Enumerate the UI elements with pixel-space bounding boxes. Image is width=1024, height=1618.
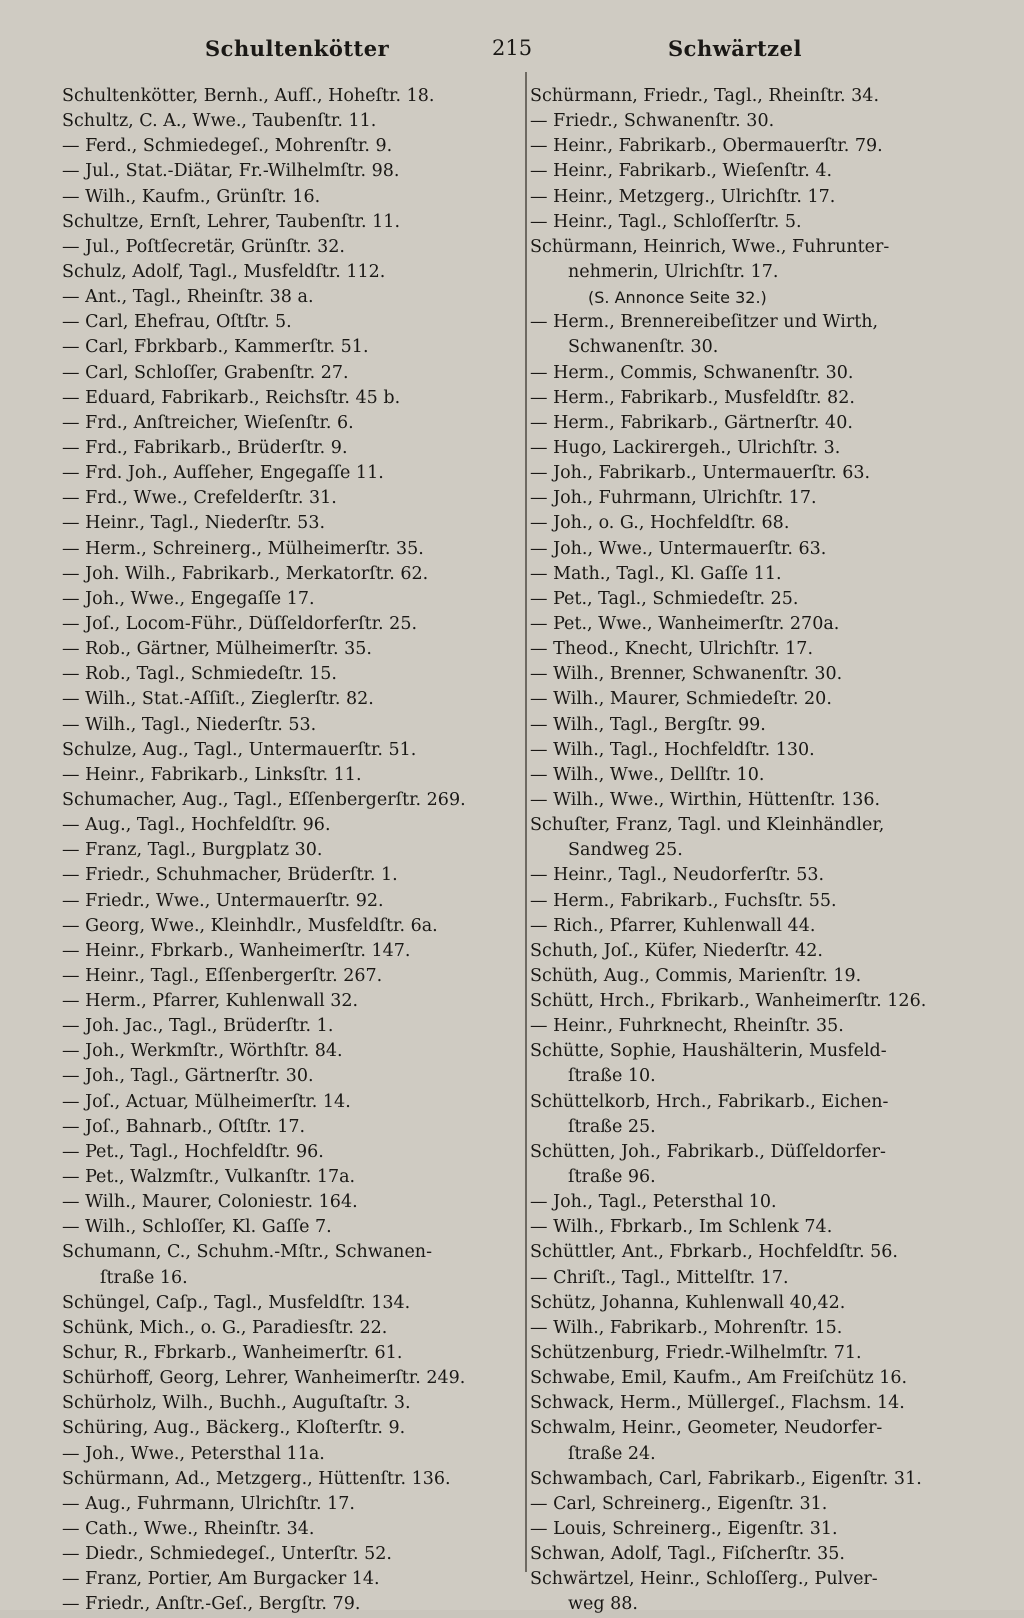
directory-entry: — Franz, Portier, Am Burgacker 14. <box>62 1569 380 1590</box>
directory-entry: — Heinr., Fabrikarb., Linksſtr. 11. <box>62 764 362 785</box>
directory-entry: — Herm., Schreinerg., Mülheimerſtr. 35. <box>62 538 424 559</box>
directory-entry: — Wilh., Stat.-Aſſiſt., Zieglerſtr. 82. <box>62 689 374 710</box>
entry-continuation: weg 88. <box>568 1594 638 1615</box>
directory-entry: — Jul., Stat.-Diätar, Fr.-Wilhelmſtr. 98. <box>62 161 400 182</box>
directory-entry: — Aug., Tagl., Hochfeldſtr. 96. <box>62 815 331 836</box>
directory-entry: Schütten, Joh., Fabrikarb., Düſſeldorfer- <box>530 1141 886 1162</box>
directory-entry: — Math., Tagl., Kl. Gaſſe 11. <box>530 563 782 584</box>
directory-entry: — Jul., Poſtſecretär, Grünſtr. 32. <box>62 236 345 257</box>
directory-entry: — Franz, Tagl., Burgplatz 30. <box>62 840 323 861</box>
directory-entry: Schütz, Johanna, Kuhlenwall 40,42. <box>530 1292 846 1313</box>
directory-entry: — Wilh., Maurer, Schmiedeſtr. 20. <box>530 689 832 710</box>
entry-continuation: ſtraße 24. <box>568 1443 656 1464</box>
directory-entry: — Joh., Wwe., Engegaſſe 17. <box>62 588 315 609</box>
directory-entry: — Wilh., Schloſſer, Kl. Gaſſe 7. <box>62 1217 332 1238</box>
directory-entry: Schwan, Adolf, Tagl., Fiſcherſtr. 35. <box>530 1544 845 1565</box>
directory-entry: Schuſter, Franz, Tagl. und Kleinhändler, <box>530 815 885 836</box>
directory-entry: — Heinr., Tagl., Neudorferſtr. 53. <box>530 865 825 886</box>
directory-entry: — Friedr., Schuhmacher, Brüderſtr. 1. <box>62 865 398 886</box>
entry-continuation: ſtraße 96. <box>568 1167 656 1188</box>
directory-entry: — Ant., Tagl., Rheinſtr. 38 a. <box>62 287 314 308</box>
directory-entry: Schürmann, Heinrich, Wwe., Fuhrunter- <box>530 236 890 257</box>
directory-entry: Schultz, C. A., Wwe., Taubenſtr. 11. <box>62 111 377 132</box>
directory-entry: Schulz, Adolf, Tagl., Musfeldſtr. 112. <box>62 261 386 282</box>
directory-entry: Schultenkötter, Bernh., Aufſ., Hoheſtr. 18. <box>62 86 435 106</box>
directory-entry: — Rob., Tagl., Schmiedeſtr. 15. <box>62 664 337 685</box>
directory-entry: — Georg, Wwe., Kleinhdlr., Musfeldſtr. 6a. <box>62 915 438 936</box>
directory-entry: — Joh., o. G., Hochfeldſtr. 68. <box>530 513 790 534</box>
directory-entry: Schüring, Aug., Bäckerg., Kloſterſtr. 9. <box>62 1418 406 1439</box>
entry-continuation: Sandweg 25. <box>568 840 683 861</box>
directory-entry: — Louis, Schreinerg., Eigenſtr. 31. <box>530 1519 838 1540</box>
directory-entry: — Joſ., Actuar, Mülheimerſtr. 14. <box>62 1091 351 1112</box>
directory-entry: — Chriſt., Tagl., Mittelſtr. 17. <box>530 1267 789 1288</box>
directory-entry: — Wilh., Tagl., Bergſtr. 99. <box>530 714 766 735</box>
directory-entry: — Herm., Pfarrer, Kuhlenwall 32. <box>62 991 359 1012</box>
directory-entry: Schwack, Herm., Müllergeſ., Flachsm. 14. <box>530 1393 905 1414</box>
directory-entry: — Heinr., Tagl., Schloſſerſtr. 5. <box>530 211 802 232</box>
directory-entry: — Frd., Wwe., Crefelderſtr. 31. <box>62 488 337 509</box>
directory-entry: — Pet., Walzmſtr., Vulkanſtr. 17a. <box>62 1167 356 1188</box>
directory-entry: Schütt, Hrch., Fbrikarb., Wanheimerſtr. 126. <box>530 991 927 1012</box>
directory-entry: Schüth, Aug., Commis, Marienſtr. 19. <box>530 965 862 986</box>
entry-continuation: ſtraße 10. <box>568 1066 656 1087</box>
directory-entry: — Wilh., Brenner, Schwanenſtr. 30. <box>530 664 843 685</box>
directory-entry: — Heinr., Tagl., Niederſtr. 53. <box>62 513 326 534</box>
directory-entry: — Joh., Wwe., Petersthal 11a. <box>62 1443 325 1464</box>
directory-entry: — Joh., Werkmſtr., Wörthſtr. 84. <box>62 1041 343 1062</box>
directory-entry: Schüttler, Ant., Fbrkarb., Hochfeldſtr. 56. <box>530 1242 898 1263</box>
directory-entry: — Carl, Ehefrau, Oſtſtr. 5. <box>62 312 292 333</box>
directory-entry: Schultze, Ernſt, Lehrer, Taubenſtr. 11. <box>62 211 401 232</box>
directory-entry: — Pet., Tagl., Hochfeldſtr. 96. <box>62 1141 324 1162</box>
directory-entry: — Wilh., Wwe., Wirthin, Hüttenſtr. 136. <box>530 789 881 810</box>
directory-entry: Schwalm, Heinr., Geometer, Neudorfer- <box>530 1418 883 1439</box>
directory-entry: Schumacher, Aug., Tagl., Eſſenbergerſtr. 269. <box>62 789 466 810</box>
directory-entry: — Joh. Wilh., Fabrikarb., Merkatorſtr. 62. <box>62 563 429 584</box>
entry-note: (S. Annonce Seite 32.) <box>588 288 767 308</box>
directory-entry: — Eduard, Fabrikarb., Reichsſtr. 45 b. <box>62 387 401 408</box>
directory-entry: — Joh. Jac., Tagl., Brüderſtr. 1. <box>62 1016 334 1037</box>
directory-entry: — Carl, Schloſſer, Grabenſtr. 27. <box>62 362 349 383</box>
directory-entry: Schütte, Sophie, Haushälterin, Musfeld- <box>530 1041 887 1062</box>
directory-entry: — Pet., Wwe., Wanheimerſtr. 270a. <box>530 613 840 634</box>
directory-entry: Schürmann, Ad., Metzgerg., Hüttenſtr. 136. <box>62 1468 451 1489</box>
directory-entry: — Theod., Knecht, Ulrichſtr. 17. <box>530 639 814 660</box>
directory-entry: — Pet., Tagl., Schmiedeſtr. 25. <box>530 588 799 609</box>
directory-entry: — Carl, Schreinerg., Eigenſtr. 31. <box>530 1493 828 1514</box>
directory-entry: — Joh., Wwe., Untermauerſtr. 63. <box>530 538 827 559</box>
directory-entry: Schwambach, Carl, Fabrikarb., Eigenſtr. 31. <box>530 1468 922 1489</box>
directory-entry: — Diedr., Schmiedegeſ., Unterſtr. 52. <box>62 1544 392 1565</box>
column-divider <box>525 72 527 1572</box>
directory-entry: — Hugo, Lackirergeh., Ulrichſtr. 3. <box>530 437 841 458</box>
directory-entry: Schumann, C., Schuhm.-Mſtr., Schwanen- <box>62 1242 432 1263</box>
directory-entry: — Rich., Pfarrer, Kuhlenwall 44. <box>530 915 816 936</box>
directory-entry: — Cath., Wwe., Rheinſtr. 34. <box>62 1519 315 1540</box>
directory-entry: Schüttelkorb, Hrch., Fabrikarb., Eichen- <box>530 1091 889 1112</box>
right-column <box>530 84 986 1618</box>
directory-entry: — Herm., Commis, Schwanenſtr. 30. <box>530 362 854 383</box>
directory-entry: — Joh., Fabrikarb., Untermauerſtr. 63. <box>530 463 871 484</box>
directory-entry: — Heinr., Metzgerg., Ulrichſtr. 17. <box>530 186 836 207</box>
directory-entry: — Carl, Fbrkbarb., Kammerſtr. 51. <box>62 337 369 358</box>
running-head-left: Schultenkötter <box>205 36 390 61</box>
directory-entry: — Joſ., Bahnarb., Oſtſtr. 17. <box>62 1116 306 1137</box>
directory-entry: Schüngel, Caſp., Tagl., Musfeldſtr. 134. <box>62 1292 411 1313</box>
directory-entry: — Wilh., Wwe., Dellſtr. 10. <box>530 764 765 785</box>
directory-entry: — Heinr., Fabrikarb., Wieſenſtr. 4. <box>530 161 833 182</box>
entry-continuation: nehmerin, Ulrichſtr. 17. <box>568 261 779 282</box>
directory-entry: — Wilh., Fbrkarb., Im Schlenk 74. <box>530 1217 833 1238</box>
directory-entry: — Joh., Tagl., Gärtnerſtr. 30. <box>62 1066 314 1087</box>
directory-entry: — Herm., Brennereibeſitzer und Wirth, <box>530 312 879 333</box>
directory-entry: — Friedr., Anſtr.-Geſ., Bergſtr. 79. <box>62 1594 361 1615</box>
page-header <box>0 30 1024 66</box>
directory-entry: — Frd., Fabrikarb., Brüderſtr. 9. <box>62 437 348 458</box>
directory-entry: — Herm., Fabrikarb., Musfeldſtr. 82. <box>530 387 855 408</box>
directory-entry: Schuth, Joſ., Küfer, Niederſtr. 42. <box>530 940 823 961</box>
directory-entry: — Rob., Gärtner, Mülheimerſtr. 35. <box>62 639 372 660</box>
directory-entry: — Heinr., Fabrikarb., Obermauerſtr. 79. <box>530 136 883 157</box>
directory-entry: Schürmann, Friedr., Tagl., Rheinſtr. 34. <box>530 86 880 106</box>
directory-entry: — Herm., Fabrikarb., Gärtnerſtr. 40. <box>530 412 853 433</box>
directory-entry: — Frd. Joh., Aufſeher, Engegaſſe 11. <box>62 463 384 484</box>
directory-entry: — Wilh., Tagl., Hochfeldſtr. 130. <box>530 739 815 760</box>
directory-entry: — Joſ., Locom-Führ., Düſſeldorferſtr. 25. <box>62 613 418 634</box>
directory-entry: Schulze, Aug., Tagl., Untermauerſtr. 51. <box>62 739 417 760</box>
directory-entry: Schürholz, Wilh., Buchh., Auguſtaſtr. 3. <box>62 1393 411 1414</box>
directory-entry: Schünk, Mich., o. G., Paradiesſtr. 22. <box>62 1317 388 1338</box>
entry-continuation: ſtraße 16. <box>100 1267 188 1288</box>
directory-entry: Schützenburg, Friedr.-Wilhelmſtr. 71. <box>530 1343 862 1364</box>
directory-entry: — Wilh., Tagl., Niederſtr. 53. <box>62 714 317 735</box>
directory-entry: — Frd., Anſtreicher, Wieſenſtr. 6. <box>62 412 354 433</box>
directory-entry: Schürhoff, Georg, Lehrer, Wanheimerſtr. 249. <box>62 1368 466 1389</box>
directory-entry: — Joh., Tagl., Petersthal 10. <box>530 1192 777 1213</box>
directory-entry: — Aug., Fuhrmann, Ulrichſtr. 17. <box>62 1493 355 1514</box>
directory-entry: — Friedr., Schwanenſtr. 30. <box>530 111 775 132</box>
page-number: 215 <box>492 36 533 60</box>
running-head-right: Schwärtzel <box>668 36 802 61</box>
directory-entry: — Friedr., Wwe., Untermauerſtr. 92. <box>62 890 384 911</box>
entry-continuation: Schwanenſtr. 30. <box>568 337 719 358</box>
directory-entry: — Ferd., Schmiedegeſ., Mohrenſtr. 9. <box>62 136 393 157</box>
directory-entry: — Heinr., Tagl., Eſſenbergerſtr. 267. <box>62 965 383 986</box>
directory-entry: — Wilh., Kaufm., Grünſtr. 16. <box>62 186 321 207</box>
directory-entry: — Wilh., Maurer, Coloniestr. 164. <box>62 1192 358 1213</box>
directory-entry: Schwabe, Emil, Kaufm., Am Freiſchütz 16. <box>530 1368 908 1389</box>
directory-entry: Schur, R., Fbrkarb., Wanheimerſtr. 61. <box>62 1343 403 1364</box>
directory-entry: — Heinr., Fbrkarb., Wanheimerſtr. 147. <box>62 940 411 961</box>
directory-entry: Schwärtzel, Heinr., Schloſſerg., Pulver- <box>530 1569 878 1590</box>
entry-continuation: ſtraße 25. <box>568 1116 656 1137</box>
left-column <box>62 84 502 1618</box>
directory-entry: — Wilh., Fabrikarb., Mohrenſtr. 15. <box>530 1317 843 1338</box>
directory-entry: — Herm., Fabrikarb., Fuchsſtr. 55. <box>530 890 837 911</box>
directory-entry: — Joh., Fuhrmann, Ulrichſtr. 17. <box>530 488 817 509</box>
directory-entry: — Heinr., Fuhrknecht, Rheinſtr. 35. <box>530 1016 844 1037</box>
